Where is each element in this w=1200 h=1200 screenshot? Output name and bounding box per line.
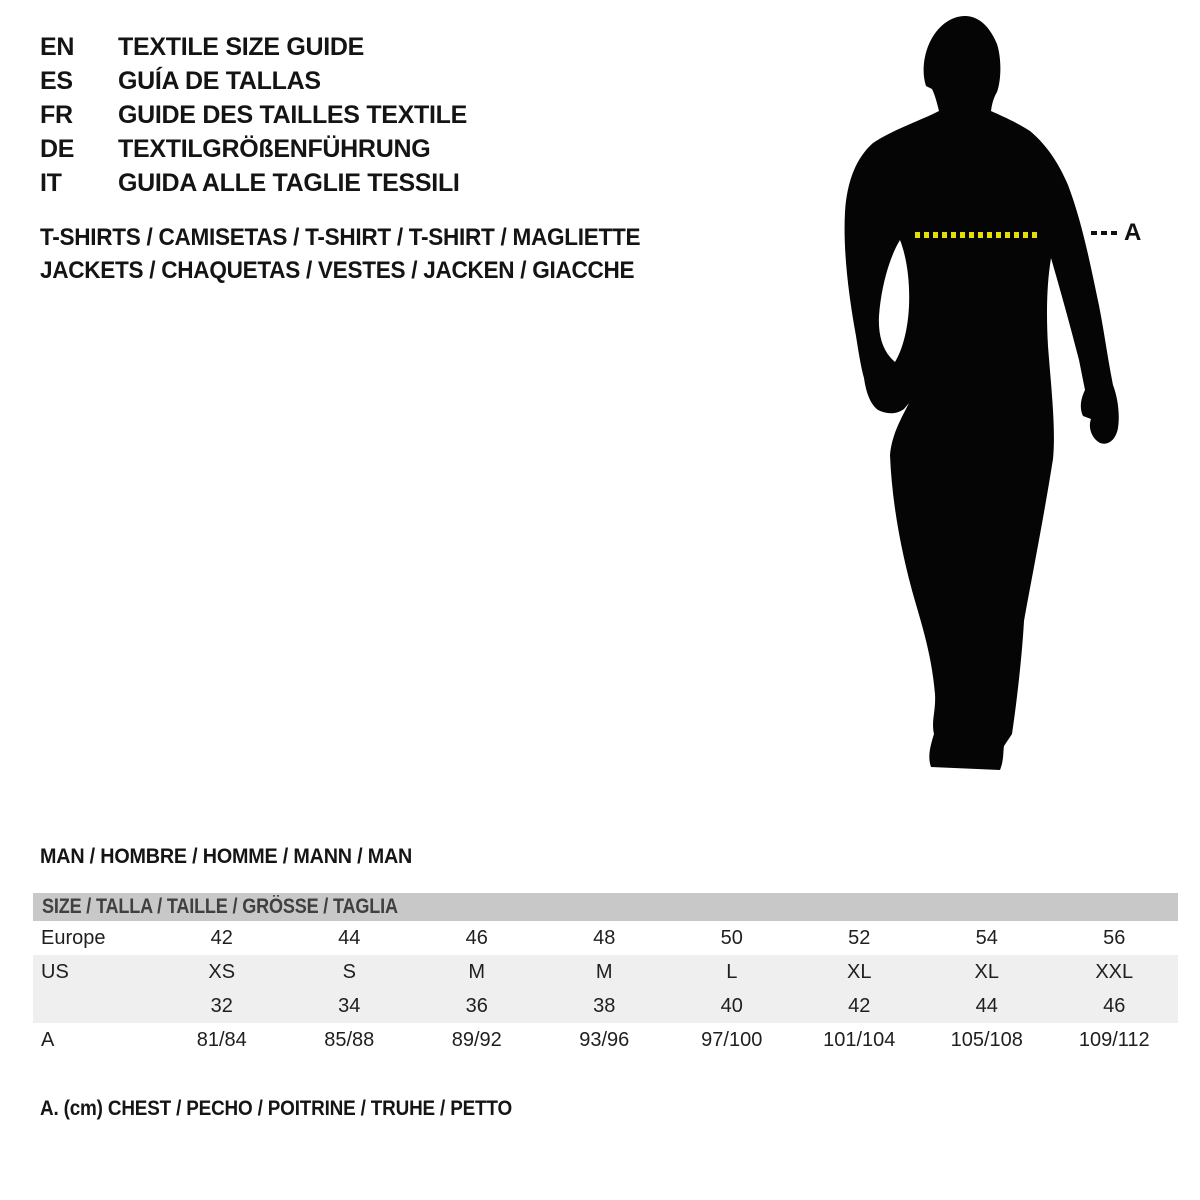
table-cell: 101/104 <box>823 1028 896 1051</box>
table-cell: 56 <box>1103 926 1126 949</box>
row-label: Europe <box>41 926 106 949</box>
table-cell: 54 <box>975 926 998 949</box>
size-table-header-label: SIZE / TALLA / TAILLE / GRÖSSE / TAGLIA <box>42 895 398 918</box>
table-cell: 40 <box>720 994 743 1017</box>
size-table-header <box>33 893 1178 921</box>
section-title-man: MAN / HOMBRE / HOMME / MANN / MAN <box>40 845 413 868</box>
table-cell: 32 <box>210 994 233 1017</box>
language-index <box>40 30 467 200</box>
table-row-numeric <box>33 989 1178 1023</box>
language-title: TEXTILGRÖßENFÜHRUNG <box>118 134 431 163</box>
language-title: GUÍA DE TALLAS <box>118 66 321 95</box>
language-code: ES <box>40 66 73 95</box>
table-cell: M <box>468 960 486 983</box>
language-code: IT <box>40 168 62 197</box>
table-cell: 109/112 <box>1078 1028 1150 1051</box>
table-cell: 42 <box>848 994 871 1017</box>
table-cell: 34 <box>338 994 361 1017</box>
table-row-europe <box>33 921 1178 955</box>
table-row-chest <box>33 1023 1178 1057</box>
size-table <box>33 893 1178 1057</box>
table-cell: S <box>342 960 356 983</box>
language-row-fr <box>40 98 467 132</box>
table-cell: XS <box>208 960 236 983</box>
man-figure <box>820 0 1200 800</box>
man-silhouette <box>820 0 1200 800</box>
table-cell: 44 <box>338 926 361 949</box>
table-cell: 85/88 <box>324 1028 375 1051</box>
language-row-en <box>40 30 467 64</box>
measure-label-a: A <box>1124 219 1142 246</box>
table-cell: 52 <box>848 926 871 949</box>
language-title: TEXTILE SIZE GUIDE <box>118 32 365 61</box>
table-cell: 42 <box>210 926 233 949</box>
measure-callout-dashes <box>1091 231 1120 235</box>
table-cell: 81/84 <box>196 1028 247 1051</box>
table-cell: 50 <box>720 926 743 949</box>
language-code: DE <box>40 134 75 163</box>
chest-measurement-line <box>915 232 1038 238</box>
table-cell: XL <box>974 960 999 983</box>
language-row-it <box>40 166 467 200</box>
table-cell: M <box>595 960 613 983</box>
table-cell: 89/92 <box>451 1028 502 1051</box>
table-cell: 46 <box>1103 994 1126 1017</box>
table-cell: 36 <box>465 994 488 1017</box>
table-cell: 48 <box>593 926 616 949</box>
table-cell: 46 <box>465 926 488 949</box>
table-cell: XXL <box>1095 960 1134 983</box>
language-title: GUIDA ALLE TAGLIE TESSILI <box>118 168 460 197</box>
row-label: US <box>41 960 69 983</box>
category-line-jackets: JACKETS / CHAQUETAS / VESTES / JACKEN / GIACCHE <box>40 256 635 284</box>
table-cell: 105/108 <box>950 1028 1023 1051</box>
language-code: FR <box>40 100 73 129</box>
language-code: EN <box>40 32 75 61</box>
table-cell: 93/96 <box>579 1028 630 1051</box>
table-cell: 38 <box>593 994 616 1017</box>
category-block <box>40 221 679 287</box>
row-label: A <box>41 1028 55 1051</box>
table-cell: 44 <box>975 994 998 1017</box>
category-line-tshirts: T-SHIRTS / CAMISETAS / T-SHIRT / T-SHIRT / MAGLIETTE <box>40 223 641 251</box>
language-title: GUIDE DES TAILLES TEXTILE <box>118 100 468 129</box>
language-row-de <box>40 132 467 166</box>
measurement-footnote: A. (cm) CHEST / PECHO / POITRINE / TRUHE / PETTO <box>40 1097 512 1120</box>
table-cell: 97/100 <box>701 1028 763 1051</box>
table-cell: L <box>726 960 738 983</box>
language-row-es <box>40 64 467 98</box>
table-cell: XL <box>847 960 872 983</box>
table-row-us <box>33 955 1178 989</box>
